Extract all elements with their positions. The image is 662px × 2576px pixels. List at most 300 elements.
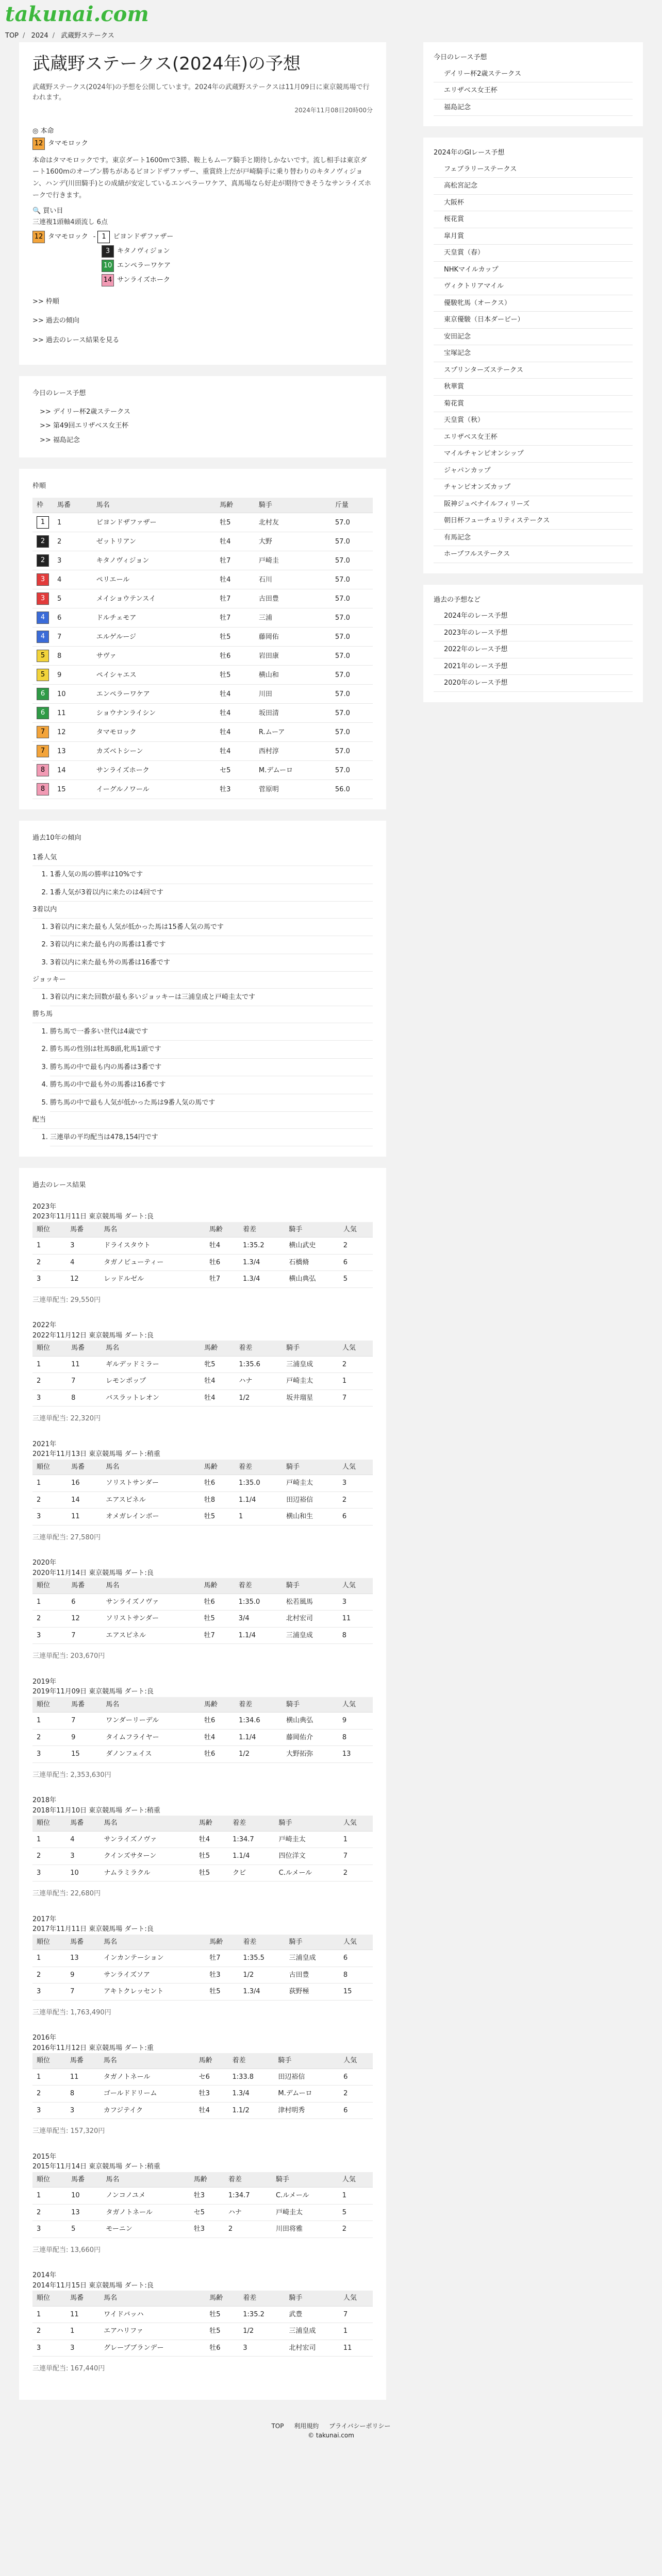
age-cell: セ5	[216, 761, 255, 780]
age-cell: 牡6	[216, 647, 255, 666]
sidebar-link[interactable]: マイルチャンピオンシップ	[444, 450, 524, 457]
link-past-results[interactable]: >> 過去のレース結果を見る	[32, 336, 120, 344]
col-weight: 斤量	[331, 498, 373, 513]
sidebar-item[interactable]	[434, 312, 633, 329]
result-year: 2019年	[32, 1677, 57, 1686]
sidebar-item[interactable]	[434, 496, 633, 513]
sidebar-item[interactable]	[434, 99, 633, 116]
result-umaban-cell: 10	[66, 1865, 100, 1882]
result-payout: 三連単配当: 203,670円	[32, 1652, 105, 1660]
sidebar-link[interactable]: 秋華賞	[444, 383, 465, 391]
result-row	[32, 2306, 373, 2323]
result-jockey-cell: 北村宏司	[285, 2340, 339, 2357]
result-umaban-cell: 15	[67, 1746, 102, 1763]
entries-card	[19, 469, 386, 809]
sidebar-link[interactable]: 2020年のレース予想	[444, 679, 508, 687]
entry-row	[32, 685, 373, 704]
result-horse-cell: ゴールドドリーム	[100, 2086, 195, 2103]
sidebar-item[interactable]	[434, 608, 633, 625]
sidebar-item[interactable]	[434, 625, 633, 642]
umaban-cell: 12	[53, 723, 92, 742]
result-jockey-cell: 北村宏司	[282, 1611, 338, 1628]
result-popularity-cell: 11	[338, 1611, 373, 1628]
sidebar-item[interactable]	[434, 66, 633, 83]
result-col-popularity: 人気	[338, 1460, 373, 1475]
sidebar-item[interactable]	[434, 463, 633, 480]
honmei-label: ◎ 本命	[32, 127, 54, 135]
sidebar-item[interactable]	[434, 82, 633, 99]
sidebar-item[interactable]	[434, 412, 633, 429]
result-rank-cell: 1	[32, 1475, 67, 1492]
result-col-age: 馬齢	[195, 2053, 228, 2069]
result-rank-cell: 3	[32, 1509, 67, 1526]
site-footer	[0, 2411, 662, 2445]
result-row	[32, 1848, 373, 1865]
result-age-cell: 牡6	[200, 1746, 235, 1763]
result-col-rank: 順位	[32, 2291, 66, 2306]
result-year: 2021年	[32, 1440, 57, 1448]
trends-card	[19, 821, 386, 1157]
result-col-horse: 馬名	[102, 1460, 200, 1475]
sidebar-item[interactable]	[434, 446, 633, 463]
result-umaban-cell: 3	[66, 1238, 100, 1255]
sidebar-item[interactable]	[434, 295, 633, 312]
sidebar-link[interactable]: 優駿牝馬（オークス）	[444, 299, 511, 307]
sidebar-item[interactable]	[434, 429, 633, 446]
sidebar-link[interactable]: デイリー杯2歳ステークス	[444, 70, 521, 78]
sidebar-link[interactable]: 皐月賞	[444, 232, 465, 240]
sidebar-link[interactable]: 大阪杯	[444, 198, 465, 207]
result-age-cell: 牡6	[205, 2340, 239, 2357]
sidebar-link[interactable]: 安田記念	[444, 332, 471, 341]
waku-cell	[32, 608, 53, 628]
result-margin-cell: ハナ	[235, 1373, 282, 1390]
sidebar-item[interactable]	[434, 396, 633, 413]
result-age-cell: 牡5	[205, 2306, 239, 2323]
sidebar-item[interactable]	[434, 245, 633, 262]
sidebar-item[interactable]	[434, 479, 633, 496]
waku-cell	[32, 532, 53, 551]
sidebar-item[interactable]	[434, 530, 633, 547]
result-table	[32, 2053, 373, 2119]
col-waku: 枠	[32, 498, 53, 513]
footer-link-top[interactable]: TOP	[271, 2422, 284, 2430]
result-jockey-cell: C.ルメール	[275, 1865, 339, 1882]
result-age-cell: 牡4	[200, 1389, 235, 1406]
footer-link-terms[interactable]: 利用規約	[294, 2422, 319, 2430]
result-popularity-cell: 13	[338, 1746, 373, 1763]
result-popularity-cell: 1	[338, 1373, 373, 1390]
sidebar-link[interactable]: ホープフルステークス	[444, 550, 510, 558]
sidebar-link[interactable]: ヴィクトリアマイル	[444, 282, 504, 290]
result-rank-cell: 1	[32, 1356, 67, 1373]
result-col-age: 馬齢	[200, 1578, 234, 1594]
result-umaban-cell: 10	[67, 2188, 102, 2205]
result-umaban-cell: 11	[66, 2306, 100, 2323]
link-trends[interactable]: >> 過去の傾向	[32, 317, 79, 325]
trend-item: 1. 1番人気の馬の勝率は10%です	[50, 866, 373, 884]
result-umaban-cell: 7	[66, 1984, 100, 2001]
result-popularity-cell: 7	[339, 2306, 373, 2323]
result-row	[32, 1746, 373, 1763]
result-row	[32, 1238, 373, 1255]
age-cell: 牡4	[216, 570, 255, 589]
result-umaban-cell: 4	[66, 1831, 100, 1848]
result-race-info: 2017年11月11日 東京競馬場 ダート:良	[32, 1925, 154, 1934]
horse-name-cell: ペリエール	[92, 570, 216, 589]
result-col-popularity: 人気	[339, 1935, 373, 1950]
result-margin-cell: ハナ	[224, 2204, 272, 2221]
result-race-info: 2023年11月11日 東京競馬場 ダート:良	[32, 1213, 154, 1221]
sidebar-link[interactable]: 2023年のレース予想	[444, 629, 508, 637]
jockey-cell: M.デムーロ	[255, 761, 331, 780]
sidebar-link[interactable]: 東京優駿（日本ダービー）	[444, 316, 524, 324]
result-row	[32, 1356, 373, 1373]
result-row	[32, 2221, 373, 2238]
result-popularity-cell: 5	[339, 1271, 373, 1288]
result-age-cell: 牝5	[200, 1356, 235, 1373]
sidebar-link[interactable]: 菊花賞	[444, 399, 465, 408]
result-umaban-cell: 13	[66, 1950, 100, 1967]
result-col-horse: 馬名	[102, 2172, 189, 2188]
sidebar-item[interactable]	[434, 641, 633, 658]
sidebar-link[interactable]: スプリンターズステークス	[444, 366, 523, 374]
today-race-link[interactable]: >> 福島記念	[40, 436, 80, 444]
result-col-margin: 着差	[235, 1578, 282, 1594]
result-age-cell: 牡5	[195, 1848, 228, 1865]
result-popularity-cell: 8	[338, 1729, 373, 1746]
sidebar-item[interactable]	[434, 546, 633, 563]
trend-list	[32, 989, 373, 1007]
honmei-number-badge: 12	[32, 138, 45, 150]
result-col-umaban: 馬番	[67, 1697, 102, 1713]
waku-badge: 4	[37, 631, 49, 643]
jockey-cell: 菅原明	[255, 780, 331, 799]
umaban-cell: 14	[53, 761, 92, 780]
result-umaban-cell: 4	[66, 1254, 100, 1271]
result-margin-cell: 1:35.0	[235, 1475, 282, 1492]
jockey-cell: 古田豊	[255, 589, 331, 608]
sidebar-item[interactable]	[434, 262, 633, 279]
sidebar-link[interactable]: エリザベス女王杯	[444, 433, 498, 441]
result-race-info: 2022年11月12日 東京競馬場 ダート:良	[32, 1331, 154, 1340]
result-age-cell: 牡5	[200, 1611, 234, 1628]
copyright: © takunai.com	[308, 2431, 354, 2439]
jockey-cell: 川田	[255, 685, 331, 704]
waku-badge: 2	[37, 554, 49, 567]
weight-cell: 57.0	[331, 666, 373, 685]
result-age-cell: 牡7	[205, 1271, 239, 1288]
trend-list	[32, 1129, 373, 1147]
result-umaban-cell: 8	[67, 1389, 102, 1406]
result-age-cell: 牡6	[200, 1475, 235, 1492]
age-cell: 牡5	[216, 628, 255, 647]
bet-number-badge: 1	[97, 231, 110, 243]
trend-item: 3. 勝ち馬の中で最も内の馬番は3番です	[50, 1059, 373, 1077]
result-horse-cell: ソリストサンダー	[102, 1611, 200, 1628]
result-table	[32, 1222, 373, 1288]
result-umaban-cell: 7	[67, 1373, 102, 1390]
waku-cell	[32, 647, 53, 666]
today-race-link[interactable]: >> デイリー杯2歳ステークス	[40, 408, 130, 416]
sidebar-item[interactable]	[434, 513, 633, 530]
result-jockey-cell: 坂井瑠星	[282, 1389, 338, 1406]
sidebar-link[interactable]: 有馬記念	[444, 533, 471, 541]
result-row	[32, 1492, 373, 1509]
result-umaban-cell: 1	[66, 2323, 100, 2340]
result-margin-cell: 1.1/4	[235, 1627, 282, 1644]
result-age-cell: 牡5	[205, 1984, 239, 2001]
umaban-cell: 9	[53, 666, 92, 685]
sidebar-link[interactable]: 2022年のレース予想	[444, 646, 508, 653]
result-col-jockey: 騎手	[285, 1222, 339, 1238]
sidebar-item[interactable]	[434, 345, 633, 362]
result-col-age: 馬齢	[200, 1460, 235, 1475]
waku-badge: 6	[37, 707, 49, 719]
sidebar-link[interactable]: 阪神ジュベナイルフィリーズ	[444, 500, 530, 508]
result-col-margin: 着差	[224, 2172, 272, 2188]
result-row	[32, 1389, 373, 1406]
result-rank-cell: 1	[32, 1594, 67, 1611]
result-rank-cell: 2	[32, 2204, 67, 2221]
result-col-rank: 順位	[32, 1460, 67, 1475]
result-horse-cell: アキトクレッセント	[100, 1984, 205, 2001]
result-age-cell: 牡3	[190, 2221, 224, 2238]
horse-name-cell: メイショウテンスイ	[92, 589, 216, 608]
result-jockey-cell: 四位洋文	[275, 1848, 339, 1865]
trend-heading: 配当	[32, 1112, 373, 1129]
result-horse-cell: インカンテーション	[100, 1950, 205, 1967]
today-races-card	[19, 376, 386, 457]
result-umaban-cell: 12	[66, 1271, 100, 1288]
result-horse-cell: カフジテイク	[100, 2102, 195, 2119]
result-col-popularity: 人気	[338, 1341, 373, 1356]
result-popularity-cell: 1	[339, 2323, 373, 2340]
sidebar-link[interactable]: 2024年のレース予想	[444, 612, 508, 620]
waku-badge: 8	[37, 783, 49, 795]
result-year: 2020年	[32, 1559, 57, 1567]
result-row	[32, 1373, 373, 1390]
side-g1-card	[423, 138, 643, 573]
result-margin-cell: 3/4	[235, 1611, 282, 1628]
result-popularity-cell: 2	[338, 1356, 373, 1373]
honmei-row	[32, 137, 373, 151]
result-horse-cell: ギルデッドミラー	[102, 1356, 200, 1373]
result-popularity-cell: 7	[339, 1848, 373, 1865]
result-horse-cell: エアハリファ	[100, 2323, 205, 2340]
result-row	[32, 1950, 373, 1967]
col-umaban: 馬番	[53, 498, 92, 513]
waku-cell	[32, 570, 53, 589]
result-col-age: 馬齢	[200, 1341, 235, 1356]
breadcrumb-current: 武蔵野ステークス	[61, 32, 114, 40]
result-payout: 三連単配当: 2,353,630円	[32, 1771, 111, 1779]
waku-cell	[32, 723, 53, 742]
result-horse-cell: サンライズノヴァ	[100, 1831, 195, 1848]
sidebar-item[interactable]	[434, 161, 633, 178]
sidebar-link[interactable]: チャンピオンズカップ	[444, 483, 511, 491]
umaban-cell: 6	[53, 608, 92, 628]
result-col-umaban: 馬番	[66, 2053, 100, 2069]
jockey-cell: 大野	[255, 532, 331, 551]
sidebar-item[interactable]	[434, 228, 633, 245]
result-rank-cell: 2	[32, 1611, 67, 1628]
result-umaban-cell: 3	[66, 1848, 100, 1865]
horse-name-cell: ペイシャエス	[92, 666, 216, 685]
result-jockey-cell: 武豊	[285, 2306, 339, 2323]
result-row	[32, 1627, 373, 1644]
sidebar-link[interactable]: 宝塚記念	[444, 349, 471, 357]
bet-label: 🔍 買い目	[32, 207, 63, 215]
link-entries[interactable]: >> 枠順	[32, 297, 59, 306]
result-race-info: 2019年11月09日 東京競馬場 ダート:良	[32, 1688, 154, 1696]
waku-cell	[32, 761, 53, 780]
result-popularity-cell: 5	[338, 2204, 373, 2221]
result-age-cell: 牡6	[200, 1594, 234, 1611]
result-year: 2015年	[32, 2153, 57, 2161]
result-year: 2014年	[32, 2272, 57, 2280]
bet-number-badge: 14	[102, 274, 114, 286]
result-col-rank: 順位	[32, 2172, 67, 2188]
sidebar-item[interactable]	[434, 195, 633, 212]
sidebar-link[interactable]: 天皇賞（春）	[444, 249, 485, 257]
umaban-cell: 15	[53, 780, 92, 799]
page-title: 武蔵野ステークス(2024年)の予想	[32, 54, 301, 74]
sidebar-link[interactable]: 天皇賞（秋）	[444, 416, 485, 424]
result-col-horse: 馬名	[100, 1935, 205, 1950]
sidebar-item[interactable]	[434, 379, 633, 396]
sidebar-link[interactable]: 福島記念	[444, 103, 471, 111]
weight-cell: 57.0	[331, 628, 373, 647]
umaban-cell: 4	[53, 570, 92, 589]
result-rank-cell: 1	[32, 1713, 67, 1730]
result-col-margin: 着差	[235, 1460, 282, 1475]
result-row	[32, 2069, 373, 2086]
result-age-cell: 牡4	[205, 1238, 239, 1255]
result-margin-cell: クビ	[228, 1865, 274, 1882]
sidebar-item[interactable]	[434, 675, 633, 692]
result-popularity-cell: 2	[339, 1865, 373, 1882]
result-umaban-cell: 7	[67, 1627, 102, 1644]
result-popularity-cell: 15	[339, 1984, 373, 2001]
trend-item: 1. 勝ち馬で一番多い世代は4歳です	[50, 1023, 373, 1041]
result-margin-cell: 3	[239, 2340, 285, 2357]
horse-name-cell: イーグルノワール	[92, 780, 216, 799]
result-jockey-cell: 横山和生	[282, 1509, 338, 1526]
result-jockey-cell: 大野拓弥	[282, 1746, 338, 1763]
trend-heading: 1番人気	[32, 850, 373, 867]
sidebar-item[interactable]	[434, 658, 633, 675]
sidebar-item[interactable]	[434, 178, 633, 195]
age-cell: 牡4	[216, 723, 255, 742]
result-year: 2022年	[32, 1321, 57, 1330]
col-jockey: 騎手	[255, 498, 331, 513]
jockey-cell: 藤岡佑	[255, 628, 331, 647]
trend-item: 1. 三連単の平均配当は478,154円です	[50, 1129, 373, 1147]
sidebar-item[interactable]	[434, 278, 633, 295]
result-horse-cell: クインズサターン	[100, 1848, 195, 1865]
result-race-info: 2016年11月12日 東京競馬場 ダート:重	[32, 2044, 154, 2052]
breadcrumb-top[interactable]: TOP	[5, 32, 19, 40]
sidebar-link[interactable]: 2021年のレース予想	[444, 662, 508, 670]
result-popularity-cell: 9	[338, 1713, 373, 1730]
sidebar-link[interactable]: ジャパンカップ	[444, 466, 491, 474]
sidebar-link[interactable]: 桜花賞	[444, 215, 465, 223]
bet-combinations: 12 タマモロック - 1 ビヨンドザファザー 3 キタノヴィジョン 10 エンペラーワケア 14 サンライズホーク	[32, 230, 373, 287]
result-rank-cell: 1	[32, 2069, 66, 2086]
result-horse-cell: ノンコノユメ	[102, 2188, 189, 2205]
result-umaban-cell: 9	[66, 1967, 100, 1984]
entry-row	[32, 723, 373, 742]
bet-horse-name: エンペラーワケア	[117, 262, 171, 270]
site-logo[interactable]: takunai.com	[5, 2, 149, 26]
waku-cell	[32, 666, 53, 685]
prediction-card	[19, 42, 386, 365]
side-today-title: 今日のレース予想	[434, 54, 487, 61]
footer-link-privacy[interactable]: プライバシーポリシー	[329, 2422, 391, 2430]
trend-item: 5. 勝ち馬の中で最も人気が低かった馬は9番人気の馬です	[50, 1094, 373, 1112]
bet-type: 三連複1頭軸4頭流し 6点	[32, 218, 108, 227]
waku-badge: 3	[37, 592, 49, 605]
result-popularity-cell: 6	[339, 2069, 373, 2086]
result-margin-cell: 1.1/2	[228, 2102, 274, 2119]
honmei-horse-name: タマモロック	[48, 139, 88, 147]
result-col-rank: 順位	[32, 1222, 66, 1238]
breadcrumb-year[interactable]: 2024	[31, 32, 48, 40]
today-race-link[interactable]: >> 第49回エリザベス女王杯	[40, 422, 129, 430]
result-col-rank: 順位	[32, 1697, 67, 1713]
jockey-cell: R.ムーア	[255, 723, 331, 742]
waku-cell	[32, 742, 53, 761]
result-col-age: 馬齢	[195, 1816, 228, 1831]
horse-name-cell: キタノヴィジョン	[92, 551, 216, 570]
result-col-umaban: 馬番	[67, 1460, 102, 1475]
sidebar-link[interactable]: 朝日杯フューチュリティステークス	[444, 517, 550, 524]
horse-name-cell: ドルチェモア	[92, 608, 216, 628]
side-past-card	[423, 585, 643, 702]
result-margin-cell: 1:35.2	[239, 1238, 285, 1255]
sidebar-link[interactable]: 高松宮記念	[444, 182, 478, 190]
result-payout: 三連単配当: 27,580円	[32, 1533, 101, 1541]
sidebar-link[interactable]: フェブラリーステークス	[444, 165, 517, 173]
trend-heading: 勝ち馬	[32, 1006, 373, 1023]
result-horse-cell: タガノトネール	[102, 2204, 189, 2221]
result-umaban-cell: 5	[67, 2221, 102, 2238]
entries-table	[32, 498, 373, 800]
result-horse-cell: ワンダーリーデル	[102, 1713, 200, 1730]
today-races-title: 今日のレース予想	[32, 389, 86, 398]
result-popularity-cell: 3	[338, 1475, 373, 1492]
sidebar-item[interactable]	[434, 362, 633, 379]
age-cell: 牡7	[216, 551, 255, 570]
result-row	[32, 2323, 373, 2340]
sidebar-link[interactable]: NHKマイルカップ	[444, 265, 499, 274]
result-col-margin: 着差	[228, 2053, 274, 2069]
age-cell: 牡4	[216, 704, 255, 723]
age-cell: 牡4	[216, 532, 255, 551]
sidebar-link[interactable]: エリザベス女王杯	[444, 87, 498, 94]
result-payout: 三連単配当: 22,680円	[32, 1890, 101, 1898]
result-horse-cell: エアスピネル	[102, 1492, 200, 1509]
result-popularity-cell: 2	[338, 1492, 373, 1509]
result-margin-cell: 1:35.5	[239, 1950, 285, 1967]
sidebar-item[interactable]	[434, 329, 633, 346]
result-col-margin: 着差	[228, 1816, 274, 1831]
result-year: 2016年	[32, 2034, 57, 2042]
result-horse-cell: ダノンフェイス	[102, 1746, 200, 1763]
sidebar-item[interactable]	[434, 211, 633, 228]
result-age-cell: 牡5	[200, 1509, 235, 1526]
